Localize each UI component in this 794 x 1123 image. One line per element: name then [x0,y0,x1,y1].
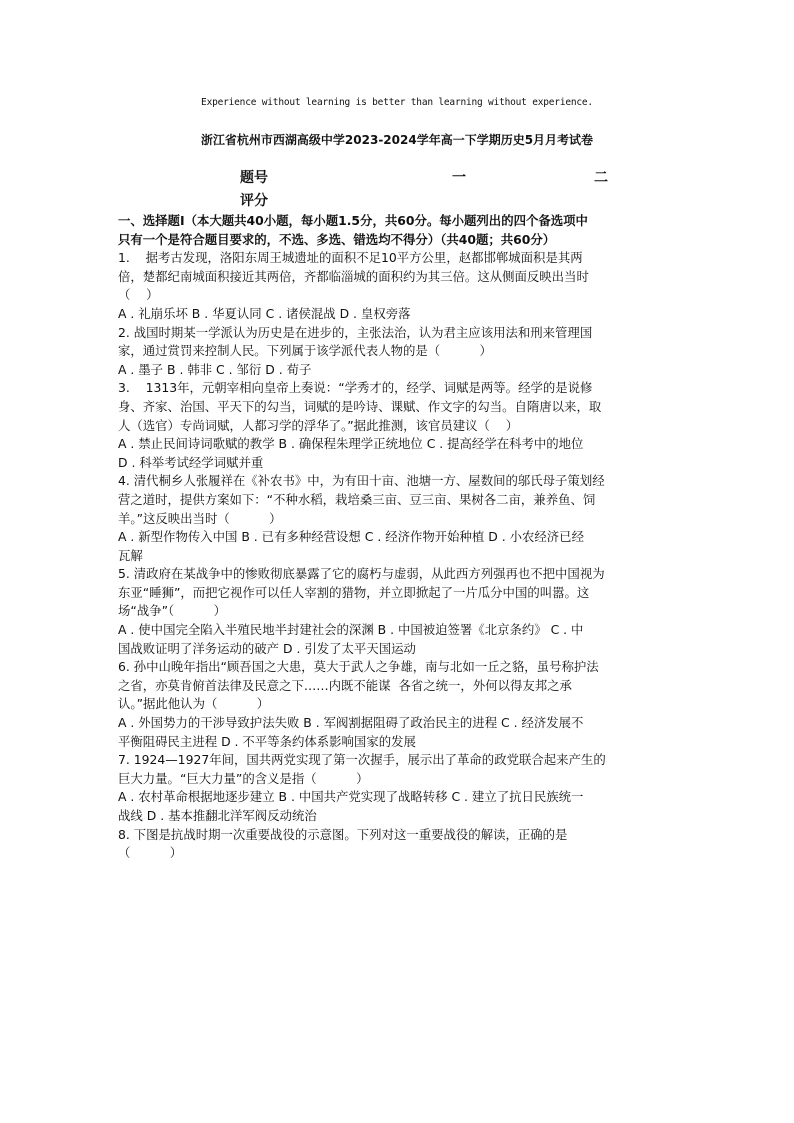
question-8-stem: 8. 下图是抗战时期一次重要战役的示意图。下列对这一重要战役的解读，正确的是 [118,826,568,842]
question-4-options: A . 新型作物传入中国 B . 已有多种经营设想 C . 经济作物开始种植 D . 小农经济已经 [118,529,584,545]
question-7-options: A . 农村革命根据地逐步建立 B . 中国共产党实现了战略转移 C . 建立了抗日民族统一 [118,789,584,805]
question-4-options: 瓦解 [118,547,143,563]
question-6-options: A . 外国势力的干涉导致护法失败 B . 军阀割据阻碍了政治民主的进程 C . 经济发展不 [118,715,584,731]
section-heading-line: 一、选择题Ⅰ（本大题共40小题，每小题1.5分，共60分。每小题列出的四个备选项中 [118,213,588,228]
question-6-stem: 之省，亦莫肯俯首法律及民意之下……内既不能谋 各省之统一，外何以得友邦之承 [118,677,572,693]
score-table-col2: 二 [594,170,608,186]
motto: Experience without learning is better than learning without experience. [201,97,593,108]
question-7-stem: 巨大力量。“巨大力量”的含义是指（ ） [118,770,369,786]
question-3-stem: 人（选官）专尚词赋，人都习学的浮华了。”据此推测，该官员建议（ ） [118,417,519,433]
question-6-stem: 6. 孙中山晚年指出“顾吾国之大患，莫大于武人之争雄，南与北如一丘之貉，虽号称护法 [118,659,599,675]
score-table-row1-label: 题号 [240,170,268,186]
exam-title: 浙江省杭州市西湖高级中学2023-2024学年高一下学期历史5月月考试卷 [200,133,594,147]
question-2-options: A . 墨子 B . 韩非 C . 邹衍 D . 荀子 [118,361,312,377]
question-3-stem: 身、齐家、治国、平天下的勾当，词赋的是吟诗、课赋、作文字的勾当。自隋唐以来，取 [118,398,602,414]
question-2-stem: 家，通过赏罚来控制人民。下列属于该学派代表人物的是（ ） [118,343,492,359]
question-4-stem: 4. 清代桐乡人张履祥在《补农书》中，为有田十亩、池塘一方、屋数间的邬氏母子策划经 [118,473,605,489]
question-1-stem: 倍，楚都纪南城面积接近其两倍，齐都临淄城的面积约为其三倍。这从侧面反映出当时 [118,268,589,284]
question-body [118,212,648,863]
question-5-options: A . 使中国完全陷入半殖民地半封建社会的深渊 B . 中国被迫签署《北京条约》 C . 中 [118,622,584,638]
question-5-stem: 场“战争”（ ） [118,603,226,619]
question-6-options: 平衡阻碍民主进程 D . 不平等条约体系影响国家的发展 [118,733,416,749]
question-3-options: A . 禁止民间诗词歌赋的教学 B . 确保程朱理学正统地位 C . 提高经学在科考中的地位 [118,436,584,452]
question-1-stem: （ ） [118,287,159,303]
question-1-stem: 1. 据考古发现，洛阳东周王城遗址的面积不足10平方公里，赵都邯郸城面积是其两 [118,250,583,266]
question-8-stem: （ ） [118,845,183,861]
score-table-row2-label: 评分 [240,193,268,209]
question-5-options: 国战败证明了洋务运动的破产 D . 引发了太平天国运动 [118,640,416,656]
question-1-options: A . 礼崩乐坏 B . 华夏认同 C . 诸侯混战 D . 皇权旁落 [118,305,411,321]
question-7-options: 战线 D . 基本推翻北洋军阀反动统治 [118,808,317,823]
question-2-stem: 2. 战国时期某一学派认为历史是在进步的，主张法治，认为君主应该用法和刑来管理国 [118,324,593,340]
question-5-stem: 5. 清政府在某战争中的惨败彻底暴露了它的腐朽与虚弱，从此西方列强再也不把中国视为 [118,566,605,582]
question-3-stem: 3. 1313年，元朝宰相向皇帝上奏说：“学秀才的，经学、词赋是两等。经学的是说修 [118,380,593,396]
question-5-stem: 东亚“睡狮”，而把它视作可以任人宰割的猎物，并立即掀起了一片瓜分中国的叫嚣。这 [118,584,590,600]
section-heading-line: 只有一个是符合题目要求的，不选、多选、错选均不得分）（共40题；共60分） [118,231,556,247]
question-4-stem: 营之道时，提供方案如下：“不种水稻，栽培桑三亩、豆三亩、果树各二亩，兼养鱼、饲 [118,491,596,507]
score-table-col1: 一 [452,170,466,186]
question-6-stem: 认。”据此他认为（ ） [118,696,270,712]
question-3-options: D . 科举考试经学词赋并重 [118,454,264,470]
question-7-stem: 7. 1924—1927年间，国共两党实现了第一次握手，展示出了革命的政党联合起来产生的 [118,752,606,768]
question-4-stem: 羊。”这反映出当时（ ） [118,510,282,526]
